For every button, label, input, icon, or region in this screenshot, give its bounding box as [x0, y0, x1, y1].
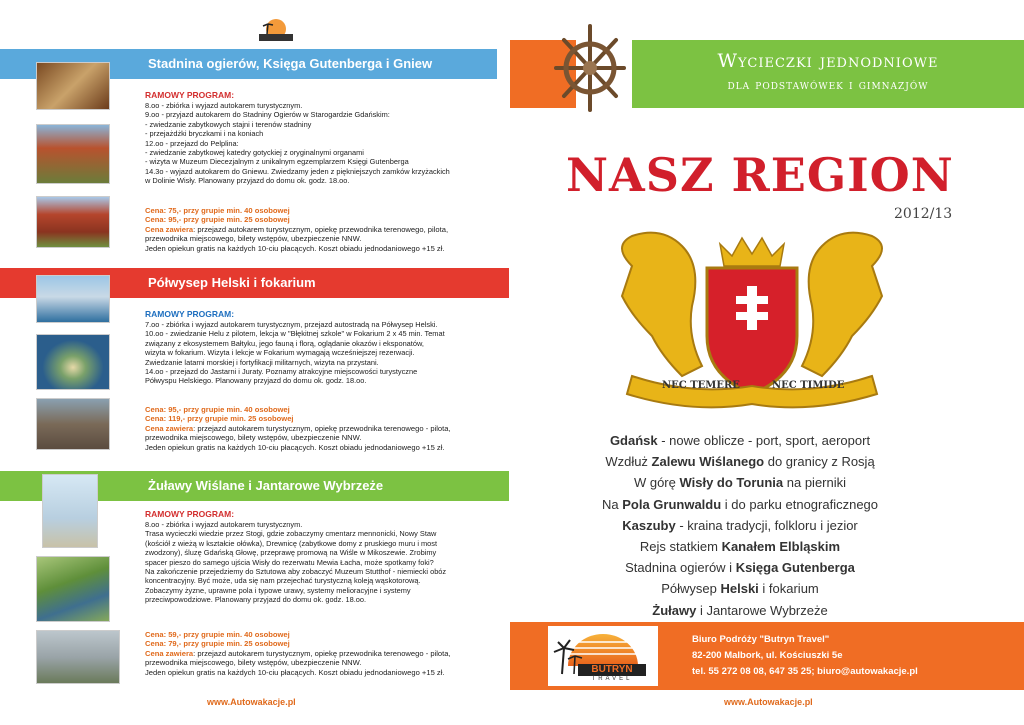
line: 14.oo - przejazd do Jastarni i Juraty. Poznamy atrakcyjne miejscowości turystyczne	[145, 367, 418, 377]
gratis-line: Jeden opiekun gratis na każdych 10-ciu płacących. Koszt obiadu jednodaniowego +15 zł.	[145, 442, 445, 452]
line: 9.oo - przyjazd autokarem do Stadniny Ogierów w Starogardzie Gdańskim:	[145, 110, 390, 120]
includes-line-2: przewodnika miejscowego, bilety wstępów, ubezpieczenie NNW.	[145, 658, 362, 668]
line: - przejażdżki bryczkami i na koniach	[145, 129, 264, 139]
line: Półwyspu Helskiego. Planowany przyjazd do domu ok. godz. 18.oo.	[145, 376, 367, 386]
line: 8.oo - zbiórka i wyjazd autokarem turystycznym.	[145, 520, 303, 529]
line: zwodzony), śluzę Gdańską Głowę, przeprawę promową na Wiśle w Mikoszewie. Zrobimy	[145, 548, 437, 558]
includes-text: : przejazd autokarem turystycznym, opiekę przewodnika terenowego, pilota,	[193, 224, 449, 234]
zulawy-aerial-photo	[36, 556, 110, 622]
stable-photo	[36, 124, 110, 184]
price-line: Cena: 75,- przy grupie min. 40 osobowej	[145, 206, 290, 215]
ship-wheel-icon	[552, 20, 628, 116]
section-1-program	[145, 101, 485, 186]
line: 10.oo - zwiedzanie Helu z pilotem, lekcja w "Błękitnej szkole" w Fokarium 2 x 45 min. Temat	[145, 329, 445, 339]
includes-label: Cena zawiera	[145, 648, 194, 658]
hel-aerial-photo	[36, 334, 110, 390]
section-2-prices	[145, 405, 485, 452]
price-line: Cena: 59,- przy grupie min. 40 osobowej	[145, 630, 290, 639]
logo-text: BUTRYN	[591, 664, 633, 675]
line: Zwiedzanie latarni morskiej i fortyfikacji militarnych, wizyta na przystani.	[145, 357, 379, 367]
line: 7.oo - zbiórka i wyjazd autokarem turystycznym, przejazd autostradą na Półwysep Helski.	[145, 320, 438, 329]
agency-contact[interactable]: tel. 55 272 08 08, 647 35 25; biuro@autowakacje.pl	[692, 666, 918, 677]
hel-bridge-photo	[36, 275, 110, 323]
header-line-2: dla podstawówek i gimnazjów	[727, 78, 929, 93]
agency-logo	[548, 626, 658, 686]
section-2-program	[145, 320, 485, 386]
line: - wizyta w Muzeum Diecezjalnym z unikalnym egzemplarzem Księgi Gutenberga	[145, 157, 409, 167]
gdansk-coat-of-arms	[592, 226, 912, 422]
line: - zwiedzanie zabytkowej katedry gotyckiej z oryginalnymi organami	[145, 148, 364, 158]
price-line: Cena: 119,- przy grupie min. 25 osobowej	[145, 414, 294, 424]
seals-photo	[36, 398, 110, 450]
list-item: Wzdłuż Zalewu Wiślanego do granicy z Rosją	[605, 454, 875, 470]
section-3-program	[145, 520, 485, 605]
list-item: Żuławy i Jantarowe Wybrzeże	[652, 602, 828, 618]
section-1-program-label: RAMOWY PROGRAM:	[145, 90, 235, 100]
agency-info	[692, 632, 1012, 680]
left-footer-link[interactable]: www.Autowakacje.pl	[207, 697, 296, 707]
list-item: Półwysep Helski i fokarium	[661, 581, 819, 597]
includes-line	[145, 649, 485, 658]
list-item: Stadnina ogierów i Księga Gutenberga	[625, 560, 855, 576]
agency-name: Biuro Podróży "Butryn Travel"	[692, 634, 830, 645]
right-footer-link[interactable]: www.Autowakacje.pl	[724, 697, 813, 707]
line: Trasa wycieczki wiedzie przez Stogi, gdzie zobaczymy cmentarz mennonicki, Nowy Staw	[145, 529, 437, 539]
list-item: Gdańsk - nowe oblicze - port, sport, aeroport	[609, 433, 871, 448]
line: Na zakończenie przejedziemy do Sztutowa aby zobaczyć Muzeum Stutthof - niemiecki obóz	[145, 567, 447, 577]
includes-line	[145, 424, 485, 433]
year-label: 2012/13	[894, 206, 953, 222]
includes-line	[145, 225, 485, 234]
line: 8.oo - zbiórka i wyjazd autokarem turystycznym.	[145, 101, 303, 110]
includes-label: Cena zawiera	[145, 224, 194, 234]
section-2-title: Półwysep Helski i fokarium	[148, 275, 316, 290]
castle-photo	[36, 196, 110, 248]
line: Zobaczymy żyzne, uprawne pola i typowe urawy, systemy melioracyjne i systemy	[145, 585, 411, 595]
stutthof-photo	[36, 630, 120, 684]
gratis-line: Jeden opiekun gratis na każdych 10-ciu płacących. Koszt obiadu jednodaniowego +15 zł.	[145, 243, 445, 253]
region-list	[590, 430, 890, 621]
section-2-program-label: RAMOWY PROGRAM:	[145, 309, 235, 319]
price-line: Cena: 95,- przy grupie min. 40 osobowej	[145, 405, 290, 414]
list-item: Kaszuby - kraina tradycji, folkloru i jezior	[622, 517, 858, 533]
line: przeciwpowodziowe. Planowany przyjazd do domu ok. godz. 18.oo.	[145, 595, 367, 605]
includes-text: : przejazd autokarem turystycznym, opiekę przewodnika terenowego - pilota,	[193, 648, 451, 658]
line: - zwiedzanie zabytkowych stajni i terenów stadniny	[145, 119, 312, 129]
price-line: Cena: 95,- przy grupie min. 25 osobowej	[145, 215, 290, 225]
line: 14.3o - wyjazd autokarem do Gniewu. Zwiedzamy jeden z piękniejszych zamków krzyżackich	[145, 166, 450, 176]
motto-right: NEC TIMIDE	[772, 380, 845, 391]
includes-text: : przejazd autokarem turystycznym, opiekę przewodnika terenowego - pilota,	[193, 423, 451, 433]
line: 12.oo - przejazd do Pelplina:	[145, 138, 239, 148]
line: spacer pieszo do samego ujścia Wisły do rezerwatu Mewia Łacha, może spotkamy foki?	[145, 557, 434, 567]
lighthouse-photo	[42, 474, 98, 548]
gratis-line: Jeden opiekun gratis na każdych 10-ciu płacących. Koszt obiadu jednodaniowego +15 zł.	[145, 667, 445, 677]
includes-line-2: przewodnika miejscowego, bilety wstępów, ubezpieczenie NNW.	[145, 234, 362, 244]
includes-line-2: przewodnika miejscowego, bilety wstępów, ubezpieczenie NNW.	[145, 433, 362, 443]
line: wizyta w fokarium. Wizyta i lekcje w Fokarium wymagają wcześniejszej rezerwacji.	[145, 348, 415, 358]
line: (kościół z wieżą w kształcie ołówka), Drewnicę (zabytkowe domy z pruskiego muru i most	[145, 538, 438, 548]
motto-left: NEC TEMERE	[662, 380, 740, 391]
line: koncentracyjny. Być może, uda się nam przejechać turystyczną koleją wąskotorową.	[145, 576, 421, 586]
top-logo	[255, 18, 297, 44]
agency-address: 82-200 Malbork, ul. Kościuszki 5e	[692, 650, 843, 661]
list-item: W górę Wisły do Torunia na pierniki	[633, 475, 847, 491]
list-item: Na Pola Grunwaldu i do parku etnograficznego	[601, 496, 879, 512]
main-title: NASZ REGION	[566, 148, 954, 202]
section-1-title: Stadnina ogierów, Księga Gutenberga i Gniew	[148, 56, 433, 71]
section-3-title: Żuławy Wiślane i Jantarowe Wybrzeże	[148, 478, 384, 493]
logo-subtext: TRAVEL	[591, 676, 633, 682]
section-1-prices	[145, 206, 485, 253]
book-photo	[36, 62, 110, 110]
line: związany z ekosystemem Bałtyku, jego fauną i florą, oglądanie okazów i eksponatów,	[145, 338, 424, 348]
header-line-1: Wycieczki jednodniowe	[717, 50, 939, 72]
section-3-prices	[145, 630, 485, 677]
list-item: Rejs statkiem Kanałem Elbląskim	[639, 539, 841, 555]
price-line: Cena: 79,- przy grupie min. 25 osobowej	[145, 639, 290, 649]
includes-label: Cena zawiera	[145, 423, 194, 433]
section-3-program-label: RAMOWY PROGRAM:	[145, 509, 235, 519]
line: w Dolinie Wisły. Planowany przyjazd do domu ok. godz. 18.oo.	[145, 176, 350, 186]
